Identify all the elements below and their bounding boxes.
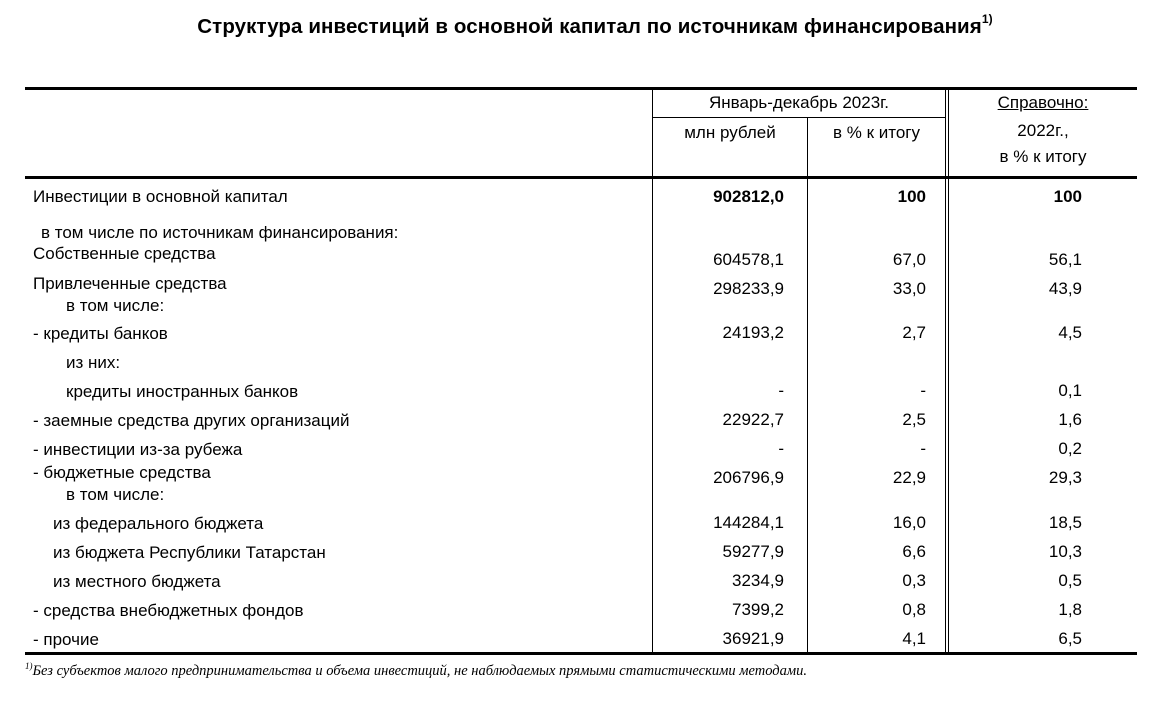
table-top-rule <box>25 87 1137 90</box>
header-mln-rubles: млн рублей <box>684 123 776 142</box>
row-ref: 0,5 <box>1058 571 1082 590</box>
title-footnote-mark: 1) <box>981 12 993 26</box>
row-ref: 43,9 <box>1048 279 1082 298</box>
header-period: Январь-декабрь 2023г. <box>708 93 889 112</box>
row-pct: 22,9 <box>892 468 926 487</box>
row-mln: 36921,9 <box>722 629 784 648</box>
title-text: Структура инвестиций в основной капитал по источникам финансирования <box>197 14 982 38</box>
row-label: - заемные средства других организаций <box>33 411 350 430</box>
row-mln: 59277,9 <box>722 542 784 561</box>
row-mln: 24193,2 <box>722 323 784 342</box>
column-divider <box>652 90 653 652</box>
row-label: - средства внебюджетных фондов <box>33 601 304 620</box>
row-ref: 18,5 <box>1048 513 1082 532</box>
row-label: в том числе по источникам финансирования: <box>41 223 399 242</box>
row-ref: 4,5 <box>1058 323 1082 342</box>
row-mln: - <box>778 439 784 458</box>
row-label: из федерального бюджета <box>53 514 264 533</box>
row-label: - бюджетные средства <box>33 463 211 482</box>
header-reference: Справочно: <box>997 93 1089 112</box>
row-pct: - <box>920 439 926 458</box>
row-label: Инвестиции в основной капитал <box>33 187 288 206</box>
row-label: в том числе: <box>66 296 165 315</box>
table-header-rule <box>25 176 1137 179</box>
row-ref: 56,1 <box>1048 250 1082 269</box>
row-mln: 902812,0 <box>713 187 784 206</box>
row-pct: 67,0 <box>892 250 926 269</box>
row-pct: 6,6 <box>902 542 926 561</box>
row-pct: 0,8 <box>902 600 926 619</box>
header-reference-year: 2022г., <box>1017 121 1069 140</box>
investment-table <box>25 87 1137 655</box>
row-mln: 22922,7 <box>722 410 784 429</box>
row-pct: 33,0 <box>892 279 926 298</box>
row-label: из них: <box>66 353 121 372</box>
row-ref: 100 <box>1053 187 1082 206</box>
row-mln: 3234,9 <box>732 571 784 590</box>
row-ref: 0,1 <box>1058 381 1082 400</box>
row-mln: 7399,2 <box>732 600 784 619</box>
column-divider <box>945 90 946 652</box>
header-reference-pct: в % к итогу <box>999 147 1087 166</box>
row-mln: 604578,1 <box>713 250 784 269</box>
row-pct: 100 <box>897 187 926 206</box>
row-pct: 2,5 <box>902 410 926 429</box>
row-mln: 144284,1 <box>713 513 784 532</box>
row-ref: 1,6 <box>1058 410 1082 429</box>
row-label: - инвестиции из-за рубежа <box>33 440 243 459</box>
table-bottom-rule <box>25 652 1137 655</box>
row-ref: 0,2 <box>1058 439 1082 458</box>
header-pct-total: в % к итогу <box>832 123 920 142</box>
row-pct: 2,7 <box>902 323 926 342</box>
row-mln: 206796,9 <box>713 468 784 487</box>
footnote-text: Без субъектов малого предпринимательства и объема инвестиций, не наблюдаемых прямыми статистическими методами. <box>32 662 807 679</box>
footnote-mark: 1) <box>25 661 33 671</box>
row-label: Собственные средства <box>33 244 216 263</box>
footnote <box>25 661 807 680</box>
row-label: из местного бюджета <box>53 572 221 591</box>
row-pct: - <box>920 381 926 400</box>
row-label: кредиты иностранных банков <box>66 382 299 401</box>
row-label: Привлеченные средства <box>33 274 227 293</box>
row-mln: - <box>778 381 784 400</box>
row-mln: 298233,9 <box>713 279 784 298</box>
row-pct: 4,1 <box>902 629 926 648</box>
row-ref: 6,5 <box>1058 629 1082 648</box>
page-title <box>0 14 1170 39</box>
row-label: из бюджета Республики Татарстан <box>53 543 326 562</box>
row-pct: 16,0 <box>892 513 926 532</box>
row-pct: 0,3 <box>902 571 926 590</box>
column-divider <box>948 90 949 652</box>
row-ref: 29,3 <box>1048 468 1082 487</box>
header-subdivider <box>653 117 945 118</box>
row-ref: 1,8 <box>1058 600 1082 619</box>
row-ref: 10,3 <box>1048 542 1082 561</box>
row-label: - кредиты банков <box>33 324 168 343</box>
row-label: в том числе: <box>66 485 165 504</box>
row-label: - прочие <box>33 630 99 649</box>
